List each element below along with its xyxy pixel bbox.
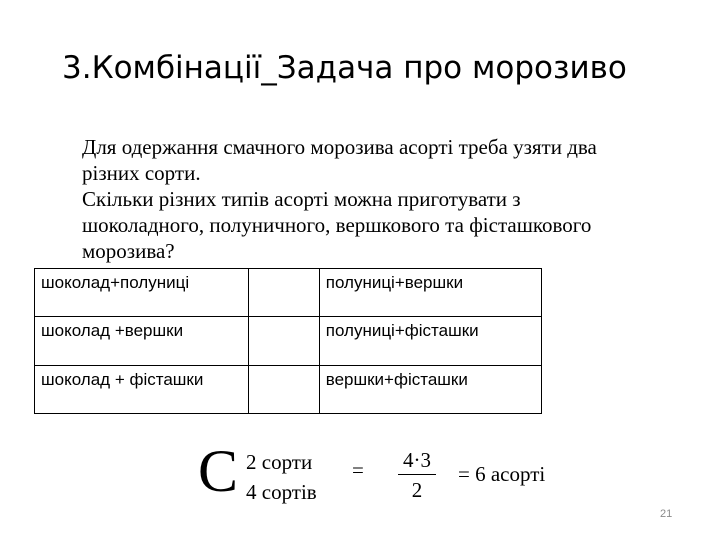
table-cell: шоколад + фісташки xyxy=(35,365,249,413)
page-number: 21 xyxy=(660,508,673,520)
fraction-numerator: 4·3 xyxy=(403,448,431,472)
formula-superscript: 2 сорти xyxy=(246,450,313,474)
fraction-bar xyxy=(398,474,436,475)
formula-result: = 6 асорті xyxy=(458,462,546,486)
table-row xyxy=(35,317,542,365)
problem-line: різних сорти. xyxy=(82,161,201,185)
formula-subscript: 4 сортів xyxy=(246,480,317,504)
slide-title: 3.Комбінації_Задача про морозиво xyxy=(62,50,627,86)
combinations-table xyxy=(34,268,542,414)
problem-statement xyxy=(82,134,692,264)
table-row xyxy=(35,365,542,413)
table-row xyxy=(35,269,542,317)
problem-line: шоколадного, полуничного, вершкового та фісташкового xyxy=(82,213,592,237)
problem-line: Для одержання смачного морозива асорті треба узяти два xyxy=(82,135,597,159)
table-cell-empty xyxy=(249,269,320,317)
table-cell: полуниці+вершки xyxy=(319,269,541,317)
problem-line: Скільки різних типів асорті можна приготувати з xyxy=(82,187,521,211)
table-cell: вершки+фісташки xyxy=(319,365,541,413)
table-cell: шоколад +вершки xyxy=(35,317,249,365)
table-cell: полуниці+фісташки xyxy=(319,317,541,365)
table-cell: шоколад+полуниці xyxy=(35,269,249,317)
formula-equals: = xyxy=(352,458,364,482)
combination-symbol: C xyxy=(198,438,239,504)
table-cell-empty xyxy=(249,317,320,365)
problem-line: морозива? xyxy=(82,239,175,263)
table-cell-empty xyxy=(249,365,320,413)
fraction-denominator: 2 xyxy=(411,478,423,502)
